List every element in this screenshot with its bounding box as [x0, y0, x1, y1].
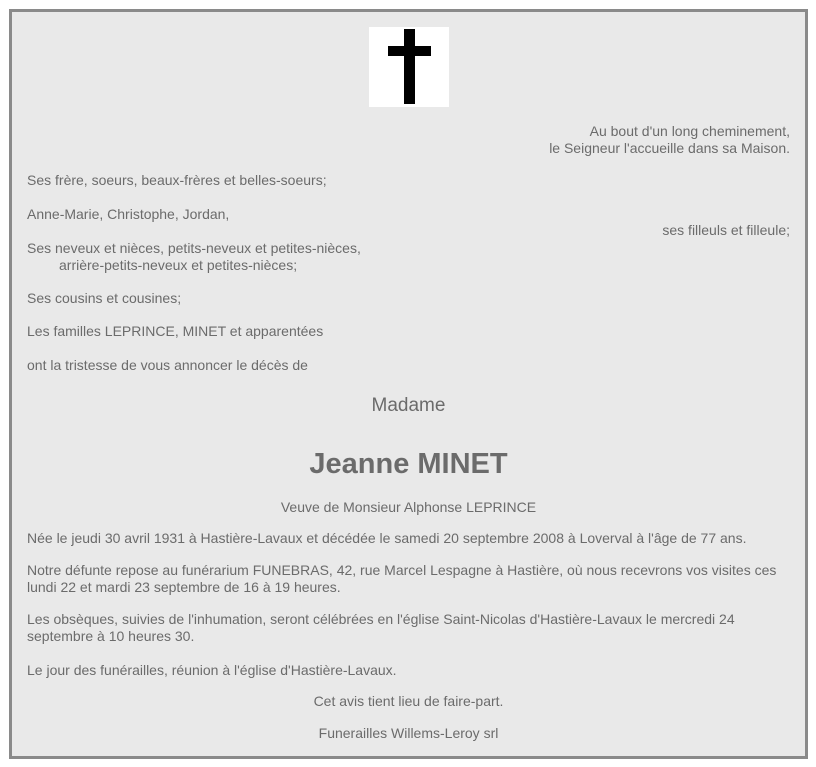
funeral-info: Les obsèques, suivies de l'inhumation, seront célébrées en l'église Saint-Nicolas d'Hastière-Lavaux le mercredi 24 septembre à 10 heures 30.	[27, 611, 735, 644]
funerarium-info: Notre défunte repose au funérarium FUNEBRAS, 42, rue Marcel Lespagne à Hastière, où nous recevrons vos visites ces lundi 22 et mardi 23 septembre de 16 à 19 heures.	[27, 562, 777, 595]
notice-statement: Cet avis tient lieu de faire-part.	[313, 693, 504, 709]
epigraph-line2: le Seigneur l'accueille dans sa Maison.	[549, 140, 790, 156]
birth-death-info: Née le jeudi 30 avril 1931 à Hastière-Lavaux et décédée le samedi 20 septembre 2008 à Loverval à l'âge de 77 ans.	[27, 530, 747, 546]
honorific: Madame	[371, 395, 446, 416]
godchildren-role: ses filleuls et filleule;	[662, 222, 790, 238]
announcement: ont la tristesse de vous annoncer le décès de	[27, 357, 308, 373]
deceased-name: Jeanne MINET	[309, 448, 508, 480]
family-cousins: Ses cousins et cousines;	[27, 290, 182, 306]
widow-of: Veuve de Monsieur Alphonse LEPRINCE	[280, 499, 537, 515]
family-siblings: Ses frère, soeurs, beaux-frères et belles-soeurs;	[27, 172, 327, 188]
cross-icon	[369, 27, 449, 107]
godchildren-names: Anne-Marie, Christophe, Jordan,	[27, 206, 230, 222]
family-names: Les familles LEPRINCE, MINET et apparentées	[27, 323, 324, 339]
family-nephews-line2: arrière-petits-neveux et petites-nièces;	[59, 257, 298, 273]
cross-horizontal-bar	[388, 46, 431, 56]
epigraph-line1: Au bout d'un long cheminement,	[589, 123, 790, 139]
undertaker: Funerailles Willems-Leroy srl	[318, 725, 499, 741]
cross-vertical-bar	[404, 29, 415, 104]
family-nephews-line1: Ses neveux et nièces, petits-neveux et petites-nièces,	[27, 240, 361, 256]
death-notice	[9, 9, 808, 759]
meeting-info: Le jour des funérailles, réunion à l'église d'Hastière-Lavaux.	[27, 662, 397, 678]
